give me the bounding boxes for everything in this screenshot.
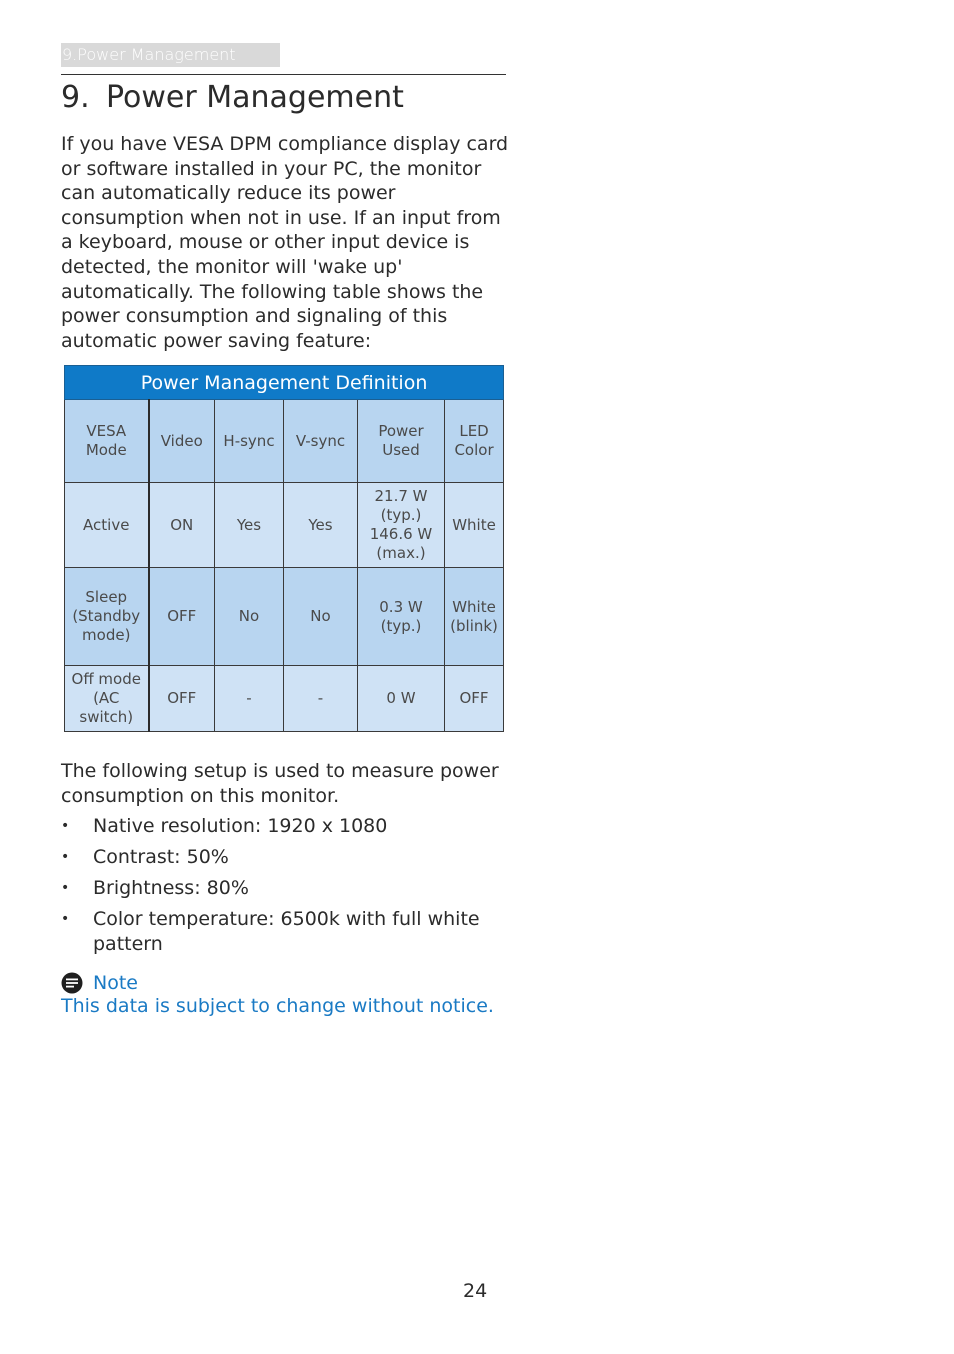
cell-led-color: White (blink) xyxy=(445,568,504,666)
column-header-power-used: Power Used xyxy=(358,400,445,483)
cell-video: OFF xyxy=(149,666,215,732)
cell-power-used: 0 W xyxy=(358,666,445,732)
note-icon xyxy=(61,972,83,994)
list-item-text: Color temperature: 6500k with full white pattern xyxy=(93,908,480,955)
header-divider xyxy=(61,74,506,75)
title-number: 9. xyxy=(61,80,90,115)
cell-power-used: 0.3 W (typ.) xyxy=(358,568,445,666)
table-row-off-mode xyxy=(65,666,504,732)
cell-h-sync: - xyxy=(215,666,284,732)
section-header-tab: 9.Power Management xyxy=(61,43,280,67)
cell-h-sync: No xyxy=(215,568,284,666)
cell-mode: Sleep (Standby mode) xyxy=(65,568,149,666)
list-item xyxy=(61,814,511,839)
cell-v-sync: No xyxy=(284,568,358,666)
bullet-icon: • xyxy=(61,911,70,927)
cell-power-used: 21.7 W (typ.) 146.6 W (max.) xyxy=(358,483,445,568)
cell-v-sync: Yes xyxy=(284,483,358,568)
cell-video: OFF xyxy=(149,568,215,666)
note-text: This data is subject to change without notice. xyxy=(61,995,494,1017)
cell-led-color: OFF xyxy=(445,666,504,732)
table-row-sleep xyxy=(65,568,504,666)
cell-led-color: White xyxy=(445,483,504,568)
note-heading xyxy=(61,970,138,996)
page-title xyxy=(61,78,404,118)
cell-video: ON xyxy=(149,483,215,568)
cell-h-sync: Yes xyxy=(215,483,284,568)
bullet-icon: • xyxy=(61,880,70,896)
title-text: Power Management xyxy=(106,80,404,115)
setup-paragraph: The following setup is used to measure power consumption on this monitor. xyxy=(61,760,499,807)
column-header-led-color: LED Color xyxy=(445,400,504,483)
cell-mode: Off mode (AC switch) xyxy=(65,666,149,732)
table-row-active xyxy=(65,483,504,568)
list-item-text: Brightness: 80% xyxy=(93,877,249,899)
bullet-icon: • xyxy=(61,818,70,834)
power-management-table xyxy=(64,365,504,732)
table-header-row xyxy=(65,400,504,483)
bullet-icon: • xyxy=(61,849,70,865)
list-item xyxy=(61,845,511,870)
cell-mode: Active xyxy=(65,483,149,568)
table-title: Power Management Definition xyxy=(65,366,504,400)
note-label: Note xyxy=(93,972,138,994)
page-number: 24 xyxy=(463,1280,488,1302)
list-item xyxy=(61,907,511,957)
setup-bullet-list xyxy=(61,814,511,963)
column-header-video: Video xyxy=(149,400,215,483)
intro-paragraph: If you have VESA DPM compliance display card or software installed in your PC, the monitor can automatically reduce its power consumption when not in use. If an input from a keyboard, mouse or other input device is detected, the monitor will 'wake up' automatically. The following table shows the power consumption and signaling of this automatic power saving feature: xyxy=(61,133,509,352)
list-item xyxy=(61,876,511,901)
list-item-text: Native resolution: 1920 x 1080 xyxy=(93,815,388,837)
column-header-vesa-mode: VESA Mode xyxy=(65,400,149,483)
list-item-text: Contrast: 50% xyxy=(93,846,229,868)
column-header-h-sync: H-sync xyxy=(215,400,284,483)
cell-v-sync: - xyxy=(284,666,358,732)
column-header-v-sync: V-sync xyxy=(284,400,358,483)
